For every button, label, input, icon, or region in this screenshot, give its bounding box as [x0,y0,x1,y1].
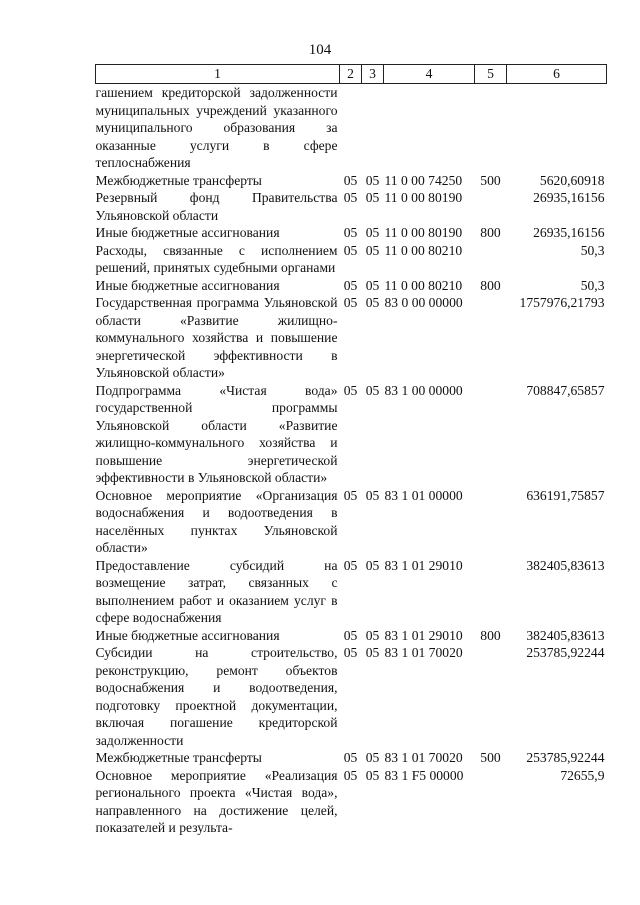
row-pr-cell: 05 [365,225,380,240]
row-amount-cell: 382405,83613 [526,627,605,643]
row-vr-cell [475,644,507,749]
table-row [96,487,607,557]
row-rz-cell: 05 [343,295,358,310]
row-csr-cell: 83 1 01 00000 [384,487,463,503]
row-vr-cell [475,242,507,277]
row-amount-cell: 50,3 [580,242,605,258]
row-name-cell: гашением кредиторской задолженности муниципальных учреждений указанного муниципального образования за оказанные услуги в сфере теплоснабжения [95,85,338,170]
row-pr-cell: 05 [365,172,380,188]
row-pr-cell: 05 [365,645,380,660]
row-pr-cell: 05 [365,750,380,765]
row-rz-cell: 05 [343,750,358,765]
row-amount-cell: 26935,16156 [533,225,605,240]
row-csr-cell: 11 0 00 80210 [384,277,463,293]
row-name-cell: Субсидии на строительство, реконструкцию, ремонт объектов водоснабжения и водоотведения, подготовку проектной документации, включая погашение кредиторской задолженности [95,645,338,748]
row-vr-cell [475,557,507,627]
row-amount-cell: 5620,60918 [539,172,605,188]
row-vr-cell [475,382,507,487]
row-amount-cell: 26935,16156 [533,190,605,205]
row-name-cell: Расходы, связанные с исполнением решений, принятых судебными органами [95,242,338,275]
table-body [96,84,607,837]
row-amount-cell: 253785,92244 [526,645,605,660]
table-row [96,277,607,295]
row-vr-cell: 800 [480,225,501,240]
row-rz-cell: 05 [343,382,358,398]
row-csr-cell: 11 0 00 80210 [384,242,463,258]
budget-table [95,64,607,837]
row-name-cell: Основное мероприятие «Организация водоснабжения и водоотведения в населённых пунктах Ульяновской области» [95,487,338,555]
column-header-amount: 6 [507,65,607,84]
row-vr-cell [475,189,507,224]
table-row [96,172,607,190]
table-row [96,84,607,172]
row-rz-cell: 05 [343,627,358,643]
table-row [96,627,607,645]
row-rz-cell: 05 [343,557,358,573]
table-header [96,65,607,84]
row-pr-cell: 05 [365,557,380,573]
table-row [96,242,607,277]
row-vr-cell: 800 [480,627,501,643]
table-row [96,644,607,749]
row-vr-cell [475,767,507,837]
row-csr-cell: 83 1 01 70020 [384,645,463,660]
row-rz-cell: 05 [343,225,358,240]
row-name-cell: Предоставление субсидий на возмещение затрат, связанных с выполнением работ и оказанием услуг в сфере водоснабжения [95,557,338,625]
page-number: 104 [308,42,332,58]
column-header-csr: 4 [384,65,475,84]
table-row [96,189,607,224]
row-rz-cell [340,84,362,172]
row-rz-cell: 05 [343,190,358,205]
row-amount-cell: 382405,83613 [526,557,605,573]
table-row [96,557,607,627]
row-name-cell: Государственная программа Ульяновской области «Развитие жилищно-коммунального хозяйства и повышение энергетической эффективности в Ульяновской области» [95,295,338,380]
row-csr-cell: 83 0 00 00000 [384,295,463,310]
row-amount-cell: 253785,92244 [526,750,605,765]
row-amount-cell: 636191,75857 [526,487,605,503]
row-rz-cell: 05 [343,645,358,660]
row-vr-cell: 500 [480,750,501,765]
row-vr-cell [475,294,507,382]
table-row [96,224,607,242]
row-rz-cell: 05 [343,277,358,293]
row-amount-cell [507,84,607,172]
row-name-cell: Подпрограмма «Чистая вода» государственной программы Ульяновской области «Развитие жилищно-коммунального хозяйства и повышение энергетической эффективности в Ульяновской области» [95,382,338,485]
column-header-vr: 5 [475,65,507,84]
row-pr-cell: 05 [365,242,380,258]
row-pr-cell: 05 [365,767,380,783]
row-name-cell: Резервный фонд Правительства Ульяновской области [95,190,338,223]
row-rz-cell: 05 [343,487,358,503]
row-pr-cell [362,84,384,172]
row-vr-cell [475,84,507,172]
table-row [96,294,607,382]
row-csr-cell [384,84,475,172]
row-vr-cell: 500 [480,172,501,188]
column-header-name: 1 [96,65,340,84]
row-name-cell: Основное мероприятие «Реализация регионального проекта «Чистая вода», направленного на достижение целей, показателей и результа- [95,767,338,835]
row-name-cell: Межбюджетные трансферты [95,172,262,188]
row-csr-cell: 11 0 00 74250 [384,172,463,188]
row-rz-cell: 05 [343,172,358,188]
row-pr-cell: 05 [365,627,380,643]
row-rz-cell: 05 [343,767,358,783]
table-row [96,767,607,837]
row-csr-cell: 83 1 01 29010 [384,557,463,573]
table-row [96,749,607,767]
row-name-cell: Иные бюджетные ассигнования [95,277,280,293]
row-csr-cell: 83 1 F5 00000 [384,767,464,783]
row-csr-cell: 83 1 00 00000 [384,382,463,398]
row-amount-cell: 708847,65857 [526,382,605,398]
row-name-cell: Иные бюджетные ассигнования [95,627,280,643]
row-amount-cell: 72655,9 [560,767,605,783]
row-vr-cell [475,487,507,557]
row-name-cell: Межбюджетные трансферты [95,750,262,765]
row-csr-cell: 83 1 01 29010 [384,627,463,643]
row-csr-cell: 83 1 01 70020 [384,750,463,765]
row-pr-cell: 05 [365,277,380,293]
table-row [96,382,607,487]
row-name-cell: Иные бюджетные ассигнования [95,225,280,240]
row-pr-cell: 05 [365,487,380,503]
row-pr-cell: 05 [365,190,380,205]
row-amount-cell: 50,3 [580,277,605,293]
row-csr-cell: 11 0 00 80190 [384,225,463,240]
column-header-rz: 2 [340,65,362,84]
row-amount-cell: 1757976,21793 [519,295,605,310]
row-csr-cell: 11 0 00 80190 [384,190,463,205]
row-rz-cell: 05 [343,242,358,258]
row-pr-cell: 05 [365,382,380,398]
row-pr-cell: 05 [365,295,380,310]
column-header-pr: 3 [362,65,384,84]
row-vr-cell: 800 [480,277,501,293]
